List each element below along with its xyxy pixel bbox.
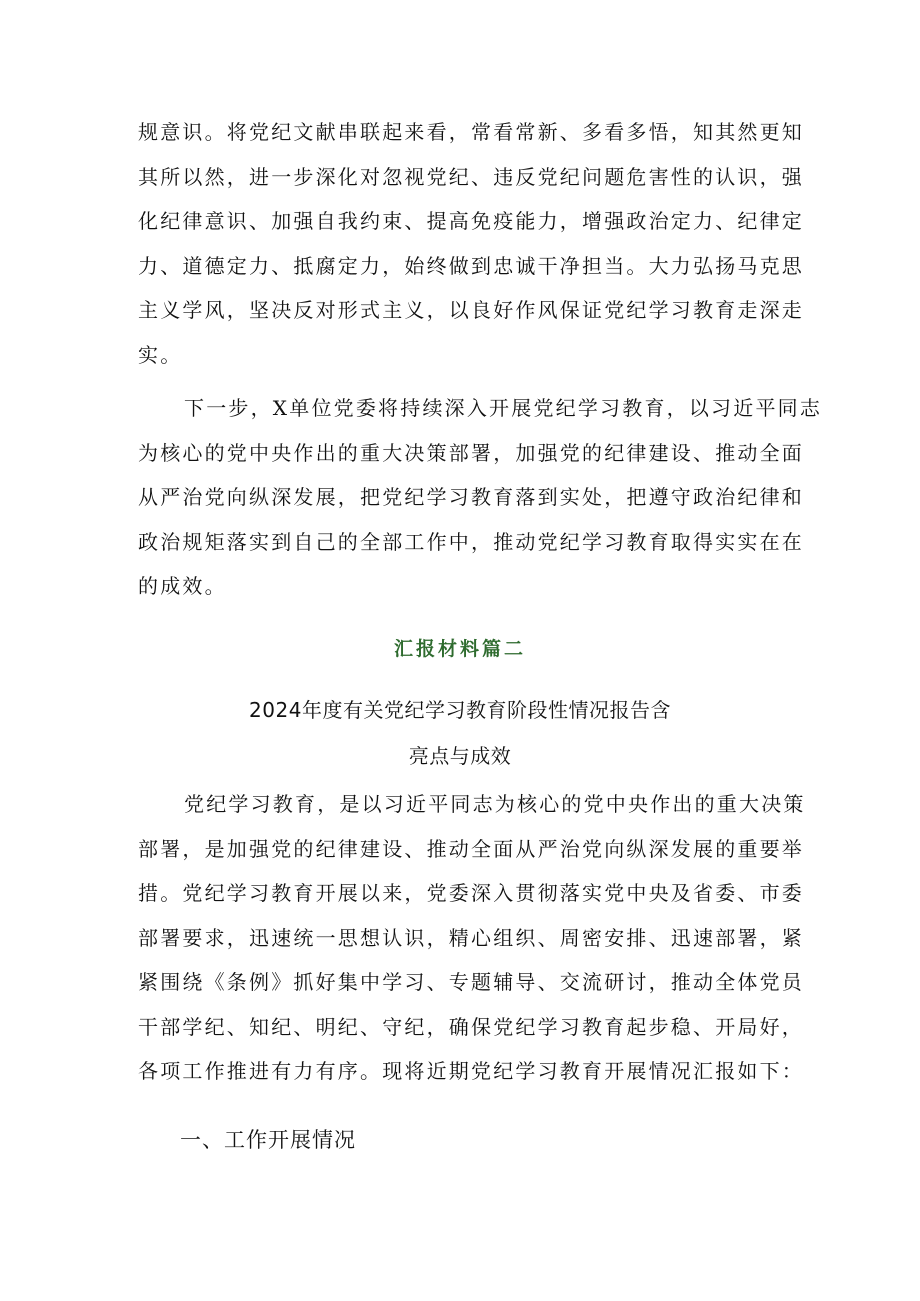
paragraph-line: 化纪律意识、加强自我约束、提高免疫能力，增强政治定力、纪律定: [138, 209, 804, 233]
paragraph-line: 力、道德定力、抵腐定力，始终做到忠诚干净担当。大力弘扬马克思: [138, 253, 804, 278]
paragraph-line: 党纪学习教育，是以习近平同志为核心的党中央作出的重大决策: [184, 792, 806, 816]
paragraph-introduction: [138, 782, 806, 1094]
paragraph-line: 各项工作推进有力有序。现将近期党纪学习教育开展情况汇报如下：: [138, 1059, 804, 1083]
paragraph-line: 从严治党向纵深发展，把党纪学习教育落到实处，把遵守政治纪律和: [138, 485, 804, 509]
section-heading: 一、工作开展情况: [180, 1128, 356, 1152]
paragraph-line: 主义学风，坚决反对形式主义，以良好作风保证党纪学习教育走深走: [138, 298, 804, 322]
document-title-line-1: 2024年度有关党纪学习教育阶段性情况报告含: [249, 698, 671, 722]
paragraph-line: 部署要求，迅速统一思想认识，精心组织、周密安排、迅速部署，紧: [138, 925, 804, 950]
paragraph-line: 实。: [138, 342, 183, 367]
document-title-line-2: 亮点与成效: [408, 744, 512, 768]
paragraph-line: 干部学纪、知纪、明纪、守纪，确保党纪学习教育起步稳、开局好，: [138, 1014, 804, 1039]
paragraph-line: 政治规矩落实到自己的全部工作中，推动党纪学习教育取得实实在在: [138, 529, 804, 554]
paragraph-line: 为核心的党中央作出的重大决策部署，加强党的纪律建设、推动全面: [138, 440, 804, 465]
paragraph-line: 措。党纪学习教育开展以来，党委深入贯彻落实党中央及省委、市委: [138, 881, 804, 905]
paragraph-line: 部署，是加强党的纪律建设、推动全面从严治党向纵深发展的重要举: [138, 836, 804, 861]
paragraph-line: 下一步，X单位党委将持续深入开展党纪学习教育，以习近平同志: [184, 396, 823, 420]
paragraph-line: 紧围绕《条例》抓好集中学习、专题辅导、交流研讨，推动全体党员: [138, 970, 804, 994]
paragraph-line: 规意识。将党纪文献串联起来看，常看常新、多看多悟，知其然更知: [138, 120, 804, 144]
paragraph-closing-previous: [138, 110, 804, 377]
paragraph-line: 的成效。: [138, 574, 227, 598]
section-label: 汇报材料篇二: [393, 638, 526, 660]
paragraph-line: 其所以然，进一步深化对忽视党纪、违反党纪问题危害性的认识，强: [138, 164, 804, 189]
paragraph-next-steps: [138, 386, 823, 609]
